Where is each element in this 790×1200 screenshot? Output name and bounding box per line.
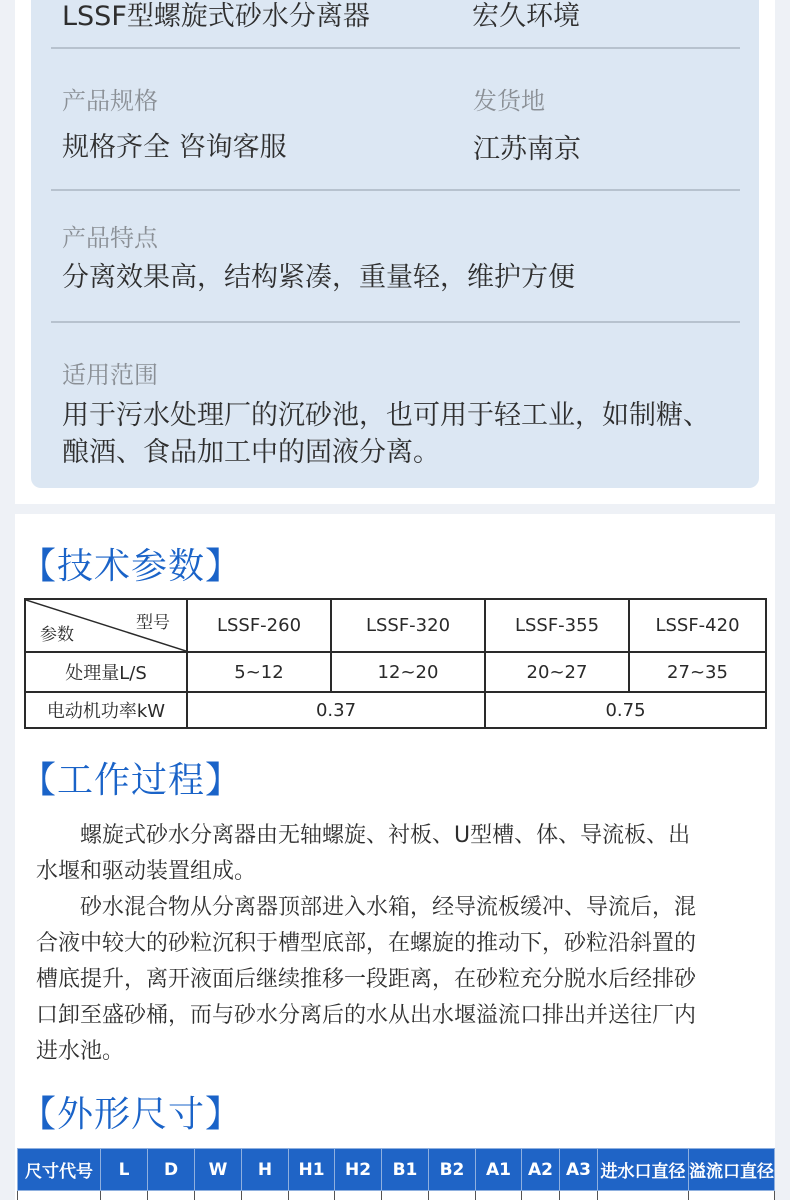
flow-label: 处理量L/S: [25, 652, 187, 692]
features-value: 分离效果高，结构紧凑，重量轻，维护方便: [62, 262, 575, 293]
dim-header: A3: [560, 1149, 598, 1191]
table-row: [25, 652, 766, 692]
table-cell: [18, 1191, 101, 1200]
corner-header-cell: [25, 599, 187, 652]
scope-line-2: 酿酒、食品加工中的固液分离。: [62, 437, 440, 468]
product-name: LSSF型螺旋式砂水分离器: [62, 1, 370, 32]
scope-line-1: 用于污水处理厂的沉砂池，也可用于轻工业，如制糖、: [62, 400, 710, 431]
dim-header: A1: [476, 1149, 522, 1191]
table-cell: [689, 1191, 775, 1200]
features-label: 产品特点: [62, 224, 158, 252]
dim-header: 尺寸代号: [18, 1149, 101, 1191]
table-cell: [195, 1191, 242, 1200]
table-row: [25, 599, 766, 652]
paragraph-line: 槽底提升，离开液面后继续推移一段距离，在砂粒充分脱水后经排砂: [36, 967, 697, 992]
divider: [51, 47, 740, 49]
dimensions-table: [17, 1148, 775, 1200]
paragraph-line: 合液中较大的砂粒沉积于槽型底部，在螺旋的推动下，砂粒沿斜置的: [36, 931, 697, 956]
table-cell: [476, 1191, 522, 1200]
flow-value: 27~35: [629, 652, 766, 692]
divider: [51, 321, 740, 323]
dimensions-title: 【外形尺寸】: [20, 1094, 243, 1135]
dim-header: H1: [289, 1149, 335, 1191]
tech-params-title: 【技术参数】: [20, 546, 243, 587]
dim-header: B1: [382, 1149, 429, 1191]
process-paragraph-2: [36, 890, 762, 1070]
table-cell: [598, 1191, 689, 1200]
paragraph-line: 砂水混合物从分离器顶部进入水箱，经导流板缓冲、导流后，混: [80, 895, 697, 920]
power-value: 0.37: [187, 692, 485, 728]
paragraph-line: 螺旋式砂水分离器由无轴螺旋、衬板、U型槽、体、导流板、出: [80, 823, 691, 848]
table-cell: [429, 1191, 476, 1200]
origin-value: 江苏南京: [473, 134, 581, 165]
table-row: [18, 1191, 775, 1200]
dim-header: 进水口直径: [598, 1149, 689, 1191]
flow-value: 12~20: [331, 652, 485, 692]
divider: [51, 189, 740, 191]
table-cell: [148, 1191, 195, 1200]
model-header: LSSF-420: [629, 599, 766, 652]
table-cell: [242, 1191, 289, 1200]
product-name-row: [62, 0, 742, 33]
process-paragraph-1: [36, 818, 762, 890]
scope-label: 适用范围: [62, 361, 158, 389]
dim-header: B2: [429, 1149, 476, 1191]
paragraph-line: 进水池。: [36, 1039, 125, 1064]
model-header: LSSF-260: [187, 599, 331, 652]
spec-value: 规格齐全 咨询客服: [62, 132, 287, 163]
table-cell: [382, 1191, 429, 1200]
tech-params-table: [24, 598, 767, 729]
spec-label: 产品规格: [62, 87, 158, 115]
table-cell: [560, 1191, 598, 1200]
table-row: [25, 692, 766, 728]
dim-header: D: [148, 1149, 195, 1191]
dim-header: L: [101, 1149, 148, 1191]
table-cell: [289, 1191, 335, 1200]
table-cell: [101, 1191, 148, 1200]
flow-value: 5~12: [187, 652, 331, 692]
corner-top-label: 型号: [136, 613, 170, 633]
table-cell: [335, 1191, 382, 1200]
dim-header: H2: [335, 1149, 382, 1191]
model-header: LSSF-355: [485, 599, 629, 652]
table-cell: [522, 1191, 560, 1200]
brand-name: 宏久环境: [472, 1, 580, 32]
origin-label: 发货地: [473, 87, 545, 115]
corner-bottom-label: 参数: [40, 625, 74, 645]
flow-value: 20~27: [485, 652, 629, 692]
dim-header: W: [195, 1149, 242, 1191]
paragraph-line: 水堰和驱动装置组成。: [36, 859, 257, 884]
dim-header: A2: [522, 1149, 560, 1191]
table-header-row: [18, 1149, 775, 1191]
model-header: LSSF-320: [331, 599, 485, 652]
paragraph-line: 口卸至盛砂桶，而与砂水分离后的水从出水堰溢流口排出并送往厂内: [36, 1003, 697, 1028]
power-value: 0.75: [485, 692, 766, 728]
dim-header: 溢流口直径: [689, 1149, 775, 1191]
dim-header: H: [242, 1149, 289, 1191]
power-label: 电动机功率kW: [25, 692, 187, 728]
work-process-title: 【工作过程】: [20, 760, 243, 801]
